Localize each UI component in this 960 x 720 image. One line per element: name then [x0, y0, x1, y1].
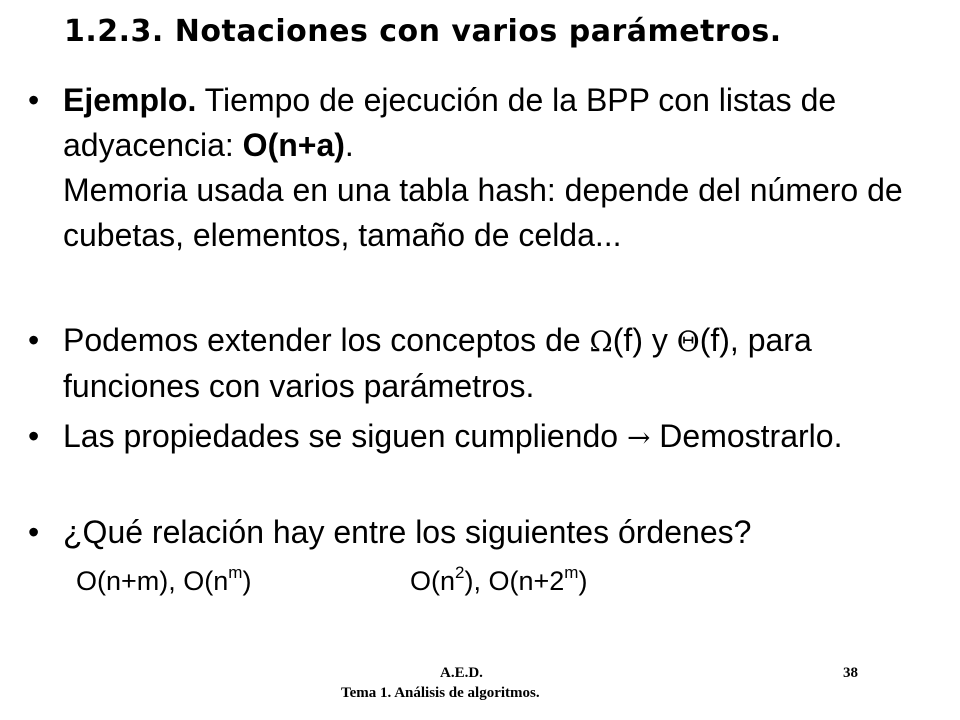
- bullet-properties-body: [63, 414, 928, 460]
- slide-title: 1.2.3. Notaciones con varios parámetros.: [64, 14, 782, 49]
- order-exponent: m: [228, 563, 243, 582]
- page-number: 38: [843, 665, 858, 681]
- omega-symbol: Ω: [589, 325, 613, 358]
- properties-demo: Demostrarlo.: [650, 418, 843, 454]
- bullet-properties: [28, 414, 928, 460]
- bullet-marker: •: [28, 322, 40, 358]
- order-text: ): [578, 566, 588, 596]
- bullet-example: [28, 78, 928, 258]
- order-exponent: 2: [455, 563, 465, 582]
- footer-topic: Tema 1. Análisis de algoritmos.: [341, 685, 540, 701]
- order-exponent: m: [564, 563, 579, 582]
- order-text: ), O(n+2: [464, 566, 565, 596]
- theta-symbol: Θ: [676, 325, 700, 358]
- question-text: ¿Qué relación hay entre los siguientes órdenes?: [63, 514, 752, 550]
- extend-text-c: (f), para funciones con varios parámetros.: [63, 322, 812, 404]
- bullet-marker: •: [28, 82, 40, 118]
- order-text: O(n+m), O(n: [76, 566, 229, 596]
- bullet-marker: •: [28, 514, 40, 550]
- memory-text: Memoria usada en una tabla hash: depende del número de cubetas, elementos, tamaño de celda...: [63, 172, 903, 253]
- example-text: Tiempo de ejecución de la BPP con listas de adyacencia:: [63, 82, 837, 163]
- bullet-question: [28, 510, 928, 555]
- orders-left: [76, 563, 252, 597]
- extend-text-b: (f) y: [612, 322, 677, 358]
- order-text: ): [242, 566, 252, 596]
- orders-right: [410, 563, 588, 597]
- order-text: O(n: [410, 566, 456, 596]
- bullet-marker: •: [28, 418, 40, 454]
- example-period: .: [344, 127, 354, 163]
- extend-text-a: Podemos extender los conceptos de: [63, 322, 590, 358]
- bullet-question-body: [63, 510, 928, 555]
- footer-course: A.E.D.: [440, 665, 483, 681]
- arrow-icon: →: [626, 421, 651, 454]
- properties-text: Las propiedades se siguen cumpliendo: [63, 418, 627, 454]
- bullet-extend-concepts: [28, 318, 928, 409]
- example-label: Ejemplo.: [63, 82, 197, 118]
- bullet-example-body: [63, 78, 928, 258]
- complexity-expression: O(n+a): [242, 127, 345, 163]
- bullet-extend-body: [63, 318, 928, 409]
